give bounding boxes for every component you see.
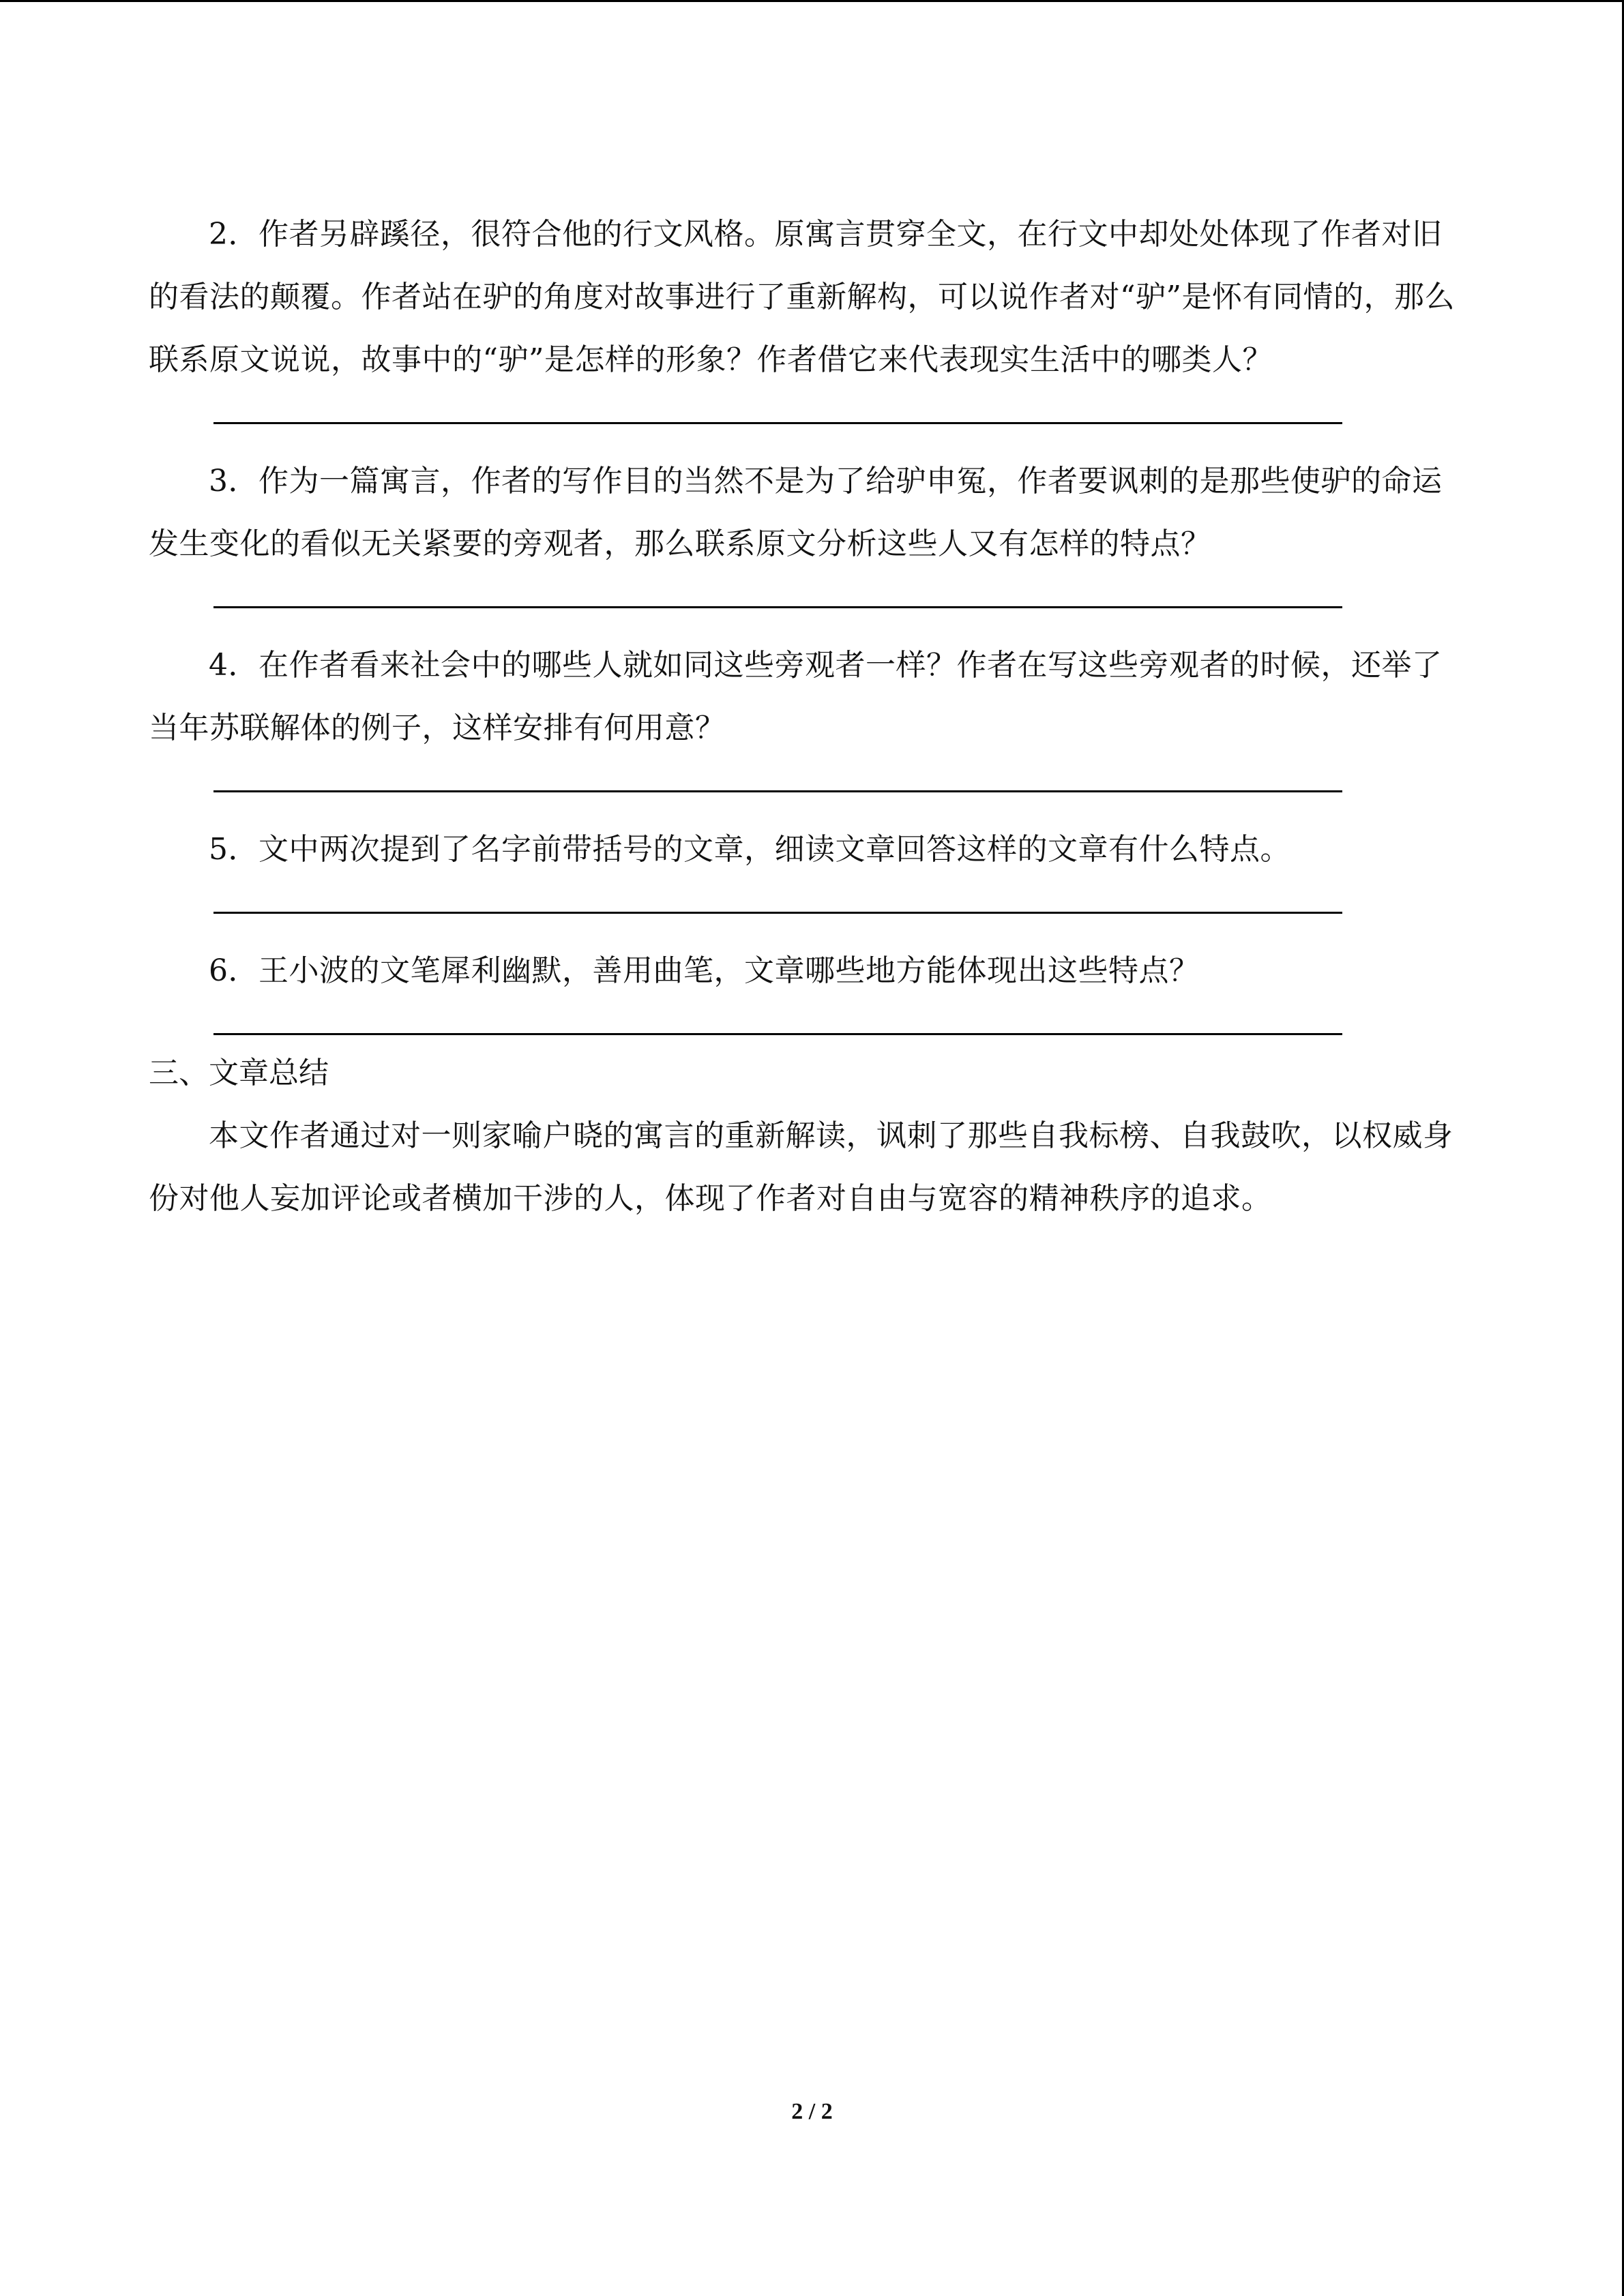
- question-2: [149, 203, 1472, 450]
- question-text: 2．作者另辟蹊径，很符合他的行文风格。原寓言贯穿全文，在行文中却处处体现了作者对旧的看法的颠覆。作者站在驴的角度对故事进行了重新解构，可以说作者对“驴”是怀有同情的，那么联系原文说说，故事中的“驴”是怎样的形象？作者借它来代表现实生活中的哪类人？: [149, 217, 1455, 377]
- section-heading: 三、文章总结: [149, 1056, 329, 1090]
- question-3: [149, 450, 1472, 634]
- question-text: 4．在作者看来社会中的哪些人就如同这些旁观者一样？作者在写这些旁观者的时候，还举了当年苏联解体的例子，这样安排有何用意？: [149, 648, 1443, 745]
- question-5: [149, 818, 1472, 940]
- question-4: [149, 634, 1472, 818]
- question-text: 5．文中两次提到了名字前带括号的文章，细读文章回答这样的文章有什么特点。: [209, 832, 1290, 867]
- document-body: [149, 203, 1472, 1230]
- question-text: 3．作为一篇寓言，作者的写作目的当然不是为了给驴申冤，作者要讽刺的是那些使驴的命运发生变化的看似无关紧要的旁观者，那么联系原文分析这些人又有怎样的特点？: [149, 464, 1443, 561]
- answer-line[interactable]: [213, 1033, 1342, 1035]
- question-6: [149, 940, 1472, 1035]
- page-number: 2 / 2: [791, 2099, 833, 2124]
- question-text: 6．王小波的文笔犀利幽默，善用曲笔，文章哪些地方能体现出这些特点？: [209, 953, 1200, 988]
- summary-text: 本文作者通过对一则家喻户晓的寓言的重新解读，讽刺了那些自我标榜、自我鼓吹，以权威身份对他人妄加评论或者横加干涉的人，体现了作者对自由与宽容的精神秩序的追求。: [149, 1118, 1453, 1216]
